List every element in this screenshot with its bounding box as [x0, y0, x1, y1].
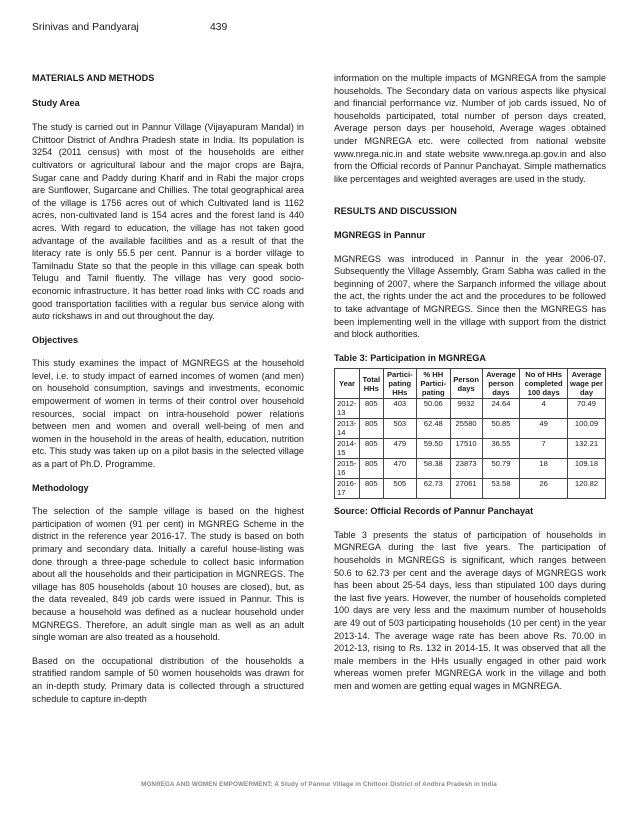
mgnregs-pannur-heading: MGNREGS in Pannur [334, 229, 426, 240]
methodology-paragraph-2: Based on the occupational distribution of the households a stratified random sample of 50 women households was drawn for an in-depth study. Primary data is collected through a structured schedule to capture in-depth [32, 655, 304, 704]
materials-methods-heading: MATERIALS AND METHODS [32, 73, 155, 83]
table-cell: 805 [359, 399, 383, 419]
table-cell: 132.21 [568, 439, 606, 459]
table-header: Average person days [482, 369, 520, 399]
table-row [335, 399, 606, 419]
table-header: % HH Partici-pating [416, 369, 450, 399]
table-cell: 2012-13 [335, 399, 360, 419]
table-cell: 70.49 [568, 399, 606, 419]
study-area-heading: Study Area [32, 97, 80, 108]
table-header: Average wage per day [568, 369, 606, 399]
table-cell: 53.58 [482, 479, 520, 499]
table-cell: 4 [520, 399, 568, 419]
table-cell: 100.09 [568, 419, 606, 439]
table-cell: 7 [520, 439, 568, 459]
table-cell: 18 [520, 459, 568, 479]
study-area-paragraph: The study is carried out in Pannur Village (Vijayapuram Mandal) in Chittoor District of Andhra Pradesh state in India. Its population is 3254 (2011 census) with most of the households are either cultivators or agricultural labour and the major crops are Bajra, Sugar cane and Paddy during Kharif and in Rabi the major crops are Sunflower, Sugarcane and Chillies. The total geographical area of the village is 1756 acres out of which Cultivated land is 1162 acres, non-cultivated land is 154 acres and the forest land is 440 acres. With regard to education, the village has not taken good advantage of the available facilities and as a result of that the literacy rate is only 55.5 per cent. Pannur is a border village to Tamilnadu State so that the people in this village can speak both Telugu and Tamil fluently. The village has very good socio-economic infrastructure. It has better road links with CC roads and good transportation facilities with a regular bus service along with auto rickshaws in and out throughout the day. [32, 122, 304, 322]
methodology-paragraph-1: The selection of the sample village is based on the highest participation of women (91 per cent) in MGNREG Scheme in the district in the reference year 2016-17. The study is based on both primary and secondary data. Initially a careful house-listing was done through a three-page schedule to collect basic information about all the households and their participation in MGNREGS. The village has 805 households (about 10 houses are closed), but, as the data revealed, 849 job cards were issued in Pannur. This is because a household was defined as a nuclear household under MGNREGS. Therefore, an adult single man as well as an adult single woman are also treated as a household. [32, 506, 304, 643]
table-cell: 26 [520, 479, 568, 499]
header-authors: Srinivas and Pandyaraj [32, 22, 139, 33]
table-cell: 2013-14 [335, 419, 360, 439]
table-cell: 24.64 [482, 399, 520, 419]
table-header: Partici-pating HHs [383, 369, 416, 399]
table-cell: 50.85 [482, 419, 520, 439]
table-row [335, 459, 606, 479]
table-header-row [335, 369, 606, 399]
objectives-paragraph: This study examines the impact of MGNREGS at the household level, i.e. to study impact of earned incomes of women (and men) on household consumption, savings and investments, economic empowerment of women in terms of their control over household resources, social impact on intra-household power relations between men and women and overall well-being of men and women in the household in the areas of health, education, nutrition etc. This study was taken up on a pilot basis in the selected village as a part of Ph.D. Programme. [32, 358, 304, 470]
table-cell: 9932 [450, 399, 482, 419]
table-row [335, 419, 606, 439]
header-page-number: 439 [210, 22, 228, 33]
table-cell: 505 [383, 479, 416, 499]
table-cell: 805 [359, 459, 383, 479]
table-cell: 403 [383, 399, 416, 419]
table-header: Year [335, 369, 360, 399]
mgnregs-paragraph: MGNREGS was introduced in Pannur in the year 2006-07. Subsequently the Village Assembly, Gram Sabha was called in the beginning of 2007, where the Sarpanch informed the village about the act, the rights under the act and the procedures to be followed to take advantage of MGNREGS. Since then the MGNREGS has been implementing well in the village with support from the district and block authorities. [334, 253, 606, 340]
table-cell: 50.06 [416, 399, 450, 419]
table-header: Total HHs [359, 369, 383, 399]
objectives-heading: Objectives [32, 334, 78, 345]
table-cell: 2015-16 [335, 459, 360, 479]
table-cell: 50.79 [482, 459, 520, 479]
table-cell: 479 [383, 439, 416, 459]
table-cell: 23873 [450, 459, 482, 479]
left-column [32, 72, 304, 705]
participation-table [334, 368, 606, 499]
table-cell: 2014-15 [335, 439, 360, 459]
table-header: No of HHs completed 100 days [520, 369, 568, 399]
table-row [335, 439, 606, 459]
table-cell: 25580 [450, 419, 482, 439]
continued-paragraph: information on the multiple impacts of MGNREGA from the sample households. The Secondary data on various aspects like physical and financial performance viz. Number of job cards issued, No of households participated, total number of person days created, Average person days per household, Average wages obtained under MGNREGA etc. were collected from national website www.nrega.nic.in and state website www.nrega.ap.gov.in and also from the Official records of Pannur Panchayat. Simple mathematics like percentages and weighted averages are used in the study. [334, 73, 606, 184]
table-cell: 109.18 [568, 459, 606, 479]
table-source: Source: Official Records of Pannur Panchayat [334, 506, 534, 517]
table-cell: 120.82 [568, 479, 606, 499]
table-3-discussion-paragraph: Table 3 presents the status of participation of households in MGNREGA during the last five years. The participation of households in MGNREGS is significant, which ranges between 50.6 to 62.73 per cent and the average days of MGNREGS work has been about 25-54 days, less than stipulated 100 days during the last five years. However, the number of households completed 100 days are very less and the maximum number of households are 49 out of 503 participating households (10 per cent) in the year 2013-14. The average wage rate has been above Rs. 70.00 in 2012-13, rising to Rs. 132 in 2014-15. It was observed that all the male members in the HHs usually engaged in other paid work whereas women prefer MGNREGA work in the village and both men and women are getting equal wages in MGNREGA. [334, 529, 606, 691]
table-cell: 805 [359, 479, 383, 499]
table-cell: 805 [359, 419, 383, 439]
table-row [335, 479, 606, 499]
table-cell: 59.50 [416, 439, 450, 459]
table-cell: 36.55 [482, 439, 520, 459]
table-cell: 62.48 [416, 419, 450, 439]
running-header [32, 22, 228, 33]
table-cell: 27061 [450, 479, 482, 499]
right-column [334, 72, 606, 693]
results-discussion-heading: RESULTS AND DISCUSSION [334, 206, 457, 217]
table-header: Person days [450, 369, 482, 399]
table-3-title: Table 3: Participation in MGNREGA [334, 352, 486, 363]
running-footer: MGNREGA AND WOMEN EMPOWERMENT: A Study of Pannur Village in Chittoor District of Andhra Pradesh in India [141, 781, 497, 788]
methodology-heading: Methodology [32, 482, 89, 493]
table-cell: 58.38 [416, 459, 450, 479]
table-cell: 17510 [450, 439, 482, 459]
table-cell: 2016-17 [335, 479, 360, 499]
table-cell: 805 [359, 439, 383, 459]
table-cell: 49 [520, 419, 568, 439]
table-cell: 470 [383, 459, 416, 479]
table-cell: 503 [383, 419, 416, 439]
table-cell: 62.73 [416, 479, 450, 499]
